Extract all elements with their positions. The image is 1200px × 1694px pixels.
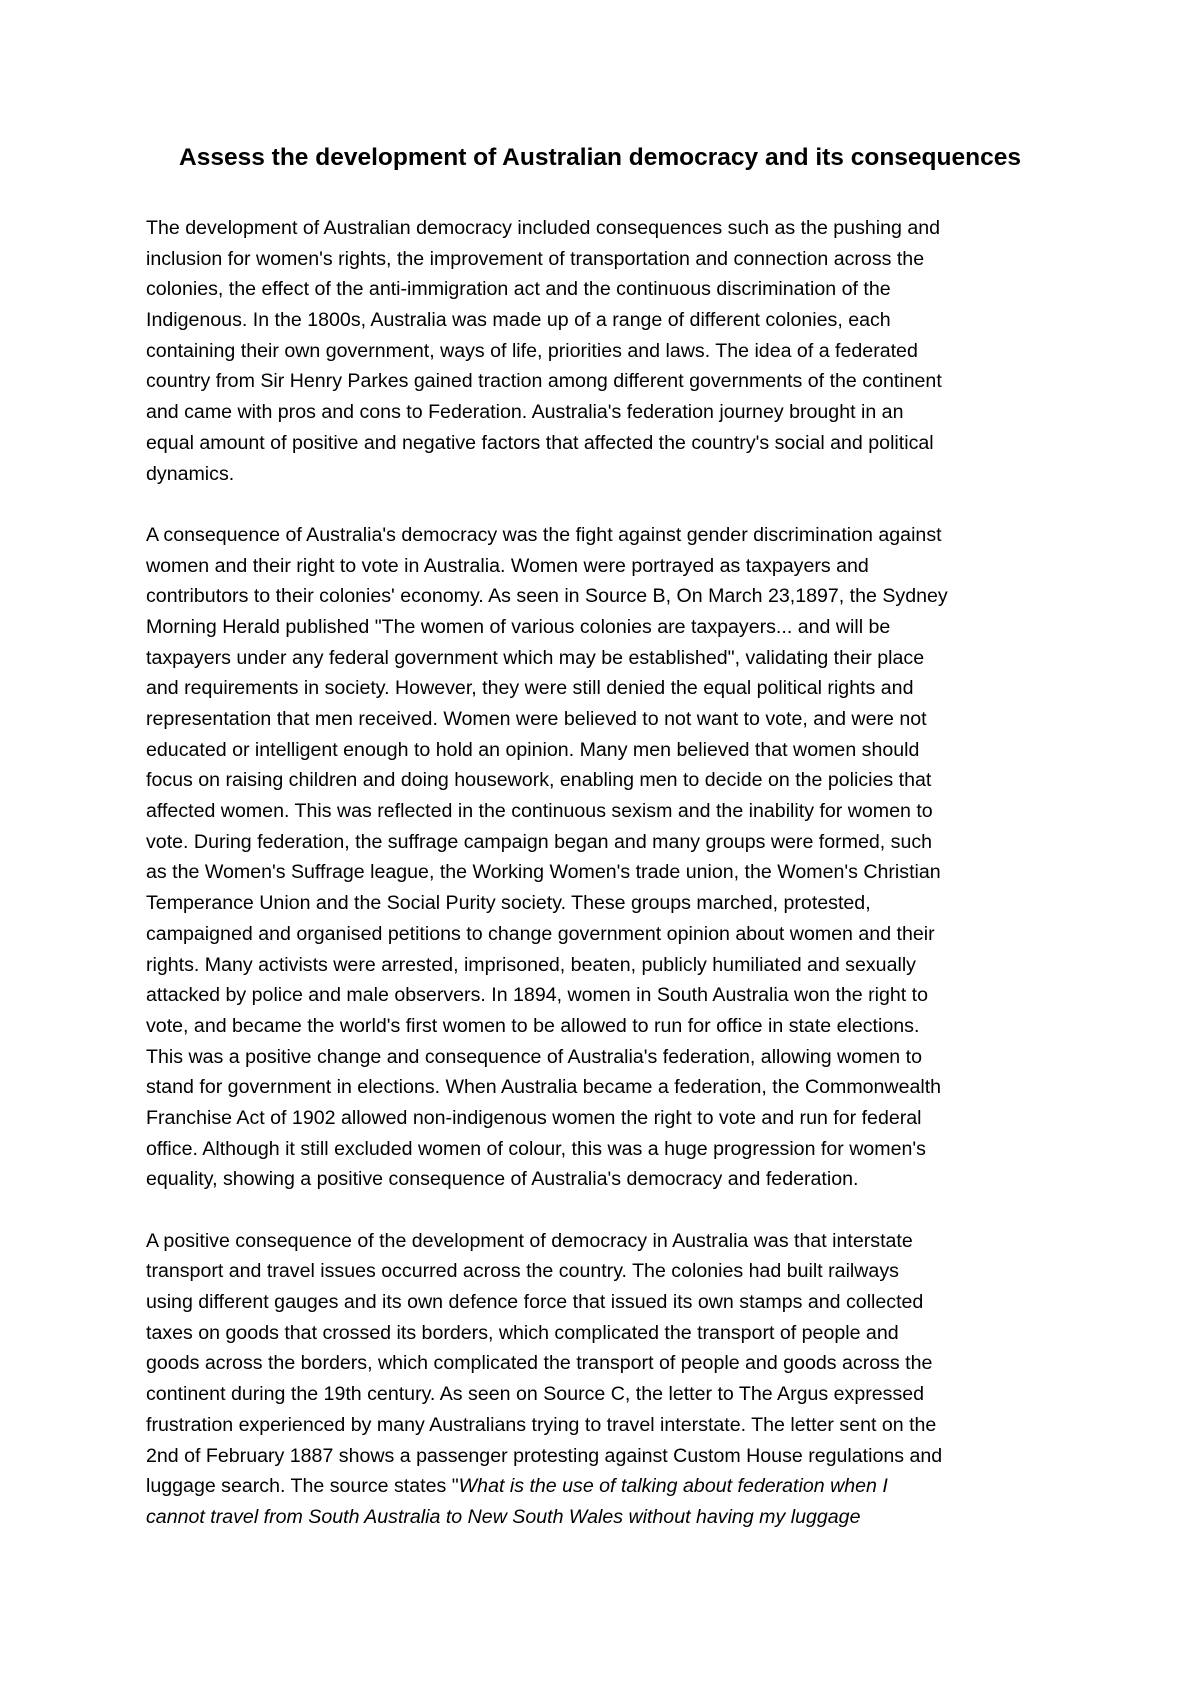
text-line: A consequence of Australia's democracy was the fight against gender discrimination against	[146, 523, 942, 546]
text-line: attacked by police and male observers. In 1894, women in South Australia won the right to	[146, 984, 929, 1007]
text-line: Franchise Act of 1902 allowed non-indigenous women the right to vote and run for federal	[146, 1106, 922, 1129]
text-line: taxpayers under any federal government which may be established", validating their place	[146, 646, 925, 669]
document-title: Assess the development of Australian democracy and its consequences	[179, 144, 1021, 171]
paragraph-transport	[146, 1226, 1076, 1533]
text-line: inclusion for women's rights, the improvement of transportation and connection across the	[146, 247, 925, 270]
text-line: educated or intelligent enough to hold an opinion. Many men believed that women should	[146, 738, 920, 761]
paragraph-intro	[146, 213, 1076, 489]
text-line: equal amount of positive and negative factors that affected the country's social and political	[146, 431, 934, 454]
quote-lead-text: luggage search. The source states "	[146, 1475, 459, 1498]
text-line: and requirements in society. However, they were still denied the equal political rights and	[146, 677, 914, 700]
text-line: as the Women's Suffrage league, the Working Women's trade union, the Women's Christian	[146, 861, 941, 884]
text-line: continent during the 19th century. As seen on Source C, the letter to The Argus expressed	[146, 1383, 925, 1406]
text-line: This was a positive change and consequence of Australia's federation, allowing women to	[146, 1045, 922, 1068]
text-line: using different gauges and its own defence force that issued its own stamps and collected	[146, 1291, 924, 1314]
document-body	[146, 213, 1076, 1563]
text-line: taxes on goods that crossed its borders, which complicated the transport of people and	[146, 1321, 899, 1344]
text-line: country from Sir Henry Parkes gained traction among different governments of the continent	[146, 370, 942, 393]
text-line: contributors to their colonies' economy. As seen in Source B, On March 23,1897, the Sydney	[146, 585, 948, 608]
text-line: frustration experienced by many Australians trying to travel interstate. The letter sent on the	[146, 1413, 937, 1436]
paragraph-womens-rights	[146, 520, 1076, 1195]
text-line: women and their right to vote in Australia. Women were portrayed as taxpayers and	[146, 554, 869, 577]
text-line: transport and travel issues occurred across the country. The colonies had built railways	[146, 1260, 899, 1283]
quote-italic-text: What is the use of talking about federation when I	[458, 1475, 888, 1498]
text-line: vote. During federation, the suffrage campaign began and many groups were formed, such	[146, 830, 933, 853]
text-line: office. Although it still excluded women of colour, this was a huge progression for women's	[146, 1137, 926, 1160]
text-line: colonies, the effect of the anti-immigration act and the continuous discrimination of the	[146, 278, 891, 301]
text-line: rights. Many activists were arrested, imprisoned, beaten, publicly humiliated and sexually	[146, 953, 916, 976]
quote-line	[146, 1471, 1076, 1502]
quote-final-line: cannot travel from South Australia to New South Wales without having my luggage	[146, 1505, 861, 1528]
text-line: Morning Herald published "The women of various colonies are taxpayers... and will be	[146, 615, 891, 638]
text-line: focus on raising children and doing housework, enabling men to decide on the policies that	[146, 769, 932, 792]
text-line: vote, and became the world's first women to be allowed to run for office in state elections.	[146, 1014, 920, 1037]
text-line: Indigenous. In the 1800s, Australia was made up of a range of different colonies, each	[146, 309, 891, 332]
text-line: representation that men received. Women were believed to not want to vote, and were not	[146, 708, 927, 730]
text-line: stand for government in elections. When Australia became a federation, the Commonwealth	[146, 1076, 942, 1099]
text-line: and came with pros and cons to Federation. Australia's federation journey brought in an	[146, 401, 904, 424]
text-line: campaigned and organised petitions to change government opinion about women and their	[146, 922, 935, 945]
text-line: equality, showing a positive consequence of Australia's democracy and federation.	[146, 1168, 859, 1191]
text-line: Temperance Union and the Social Purity society. These groups marched, protested,	[146, 892, 871, 915]
text-line: containing their own government, ways of life, priorities and laws. The idea of a federated	[146, 339, 918, 362]
text-line: affected women. This was reflected in the continuous sexism and the inability for women to	[146, 800, 933, 823]
text-line: dynamics.	[146, 462, 235, 485]
text-line: goods across the borders, which complicated the transport of people and goods across the	[146, 1352, 933, 1375]
text-line: A positive consequence of the development of democracy in Australia was that interstate	[146, 1229, 913, 1252]
text-line: The development of Australian democracy included consequences such as the pushing and	[146, 217, 941, 239]
text-line: 2nd of February 1887 shows a passenger protesting against Custom House regulations and	[146, 1444, 943, 1467]
